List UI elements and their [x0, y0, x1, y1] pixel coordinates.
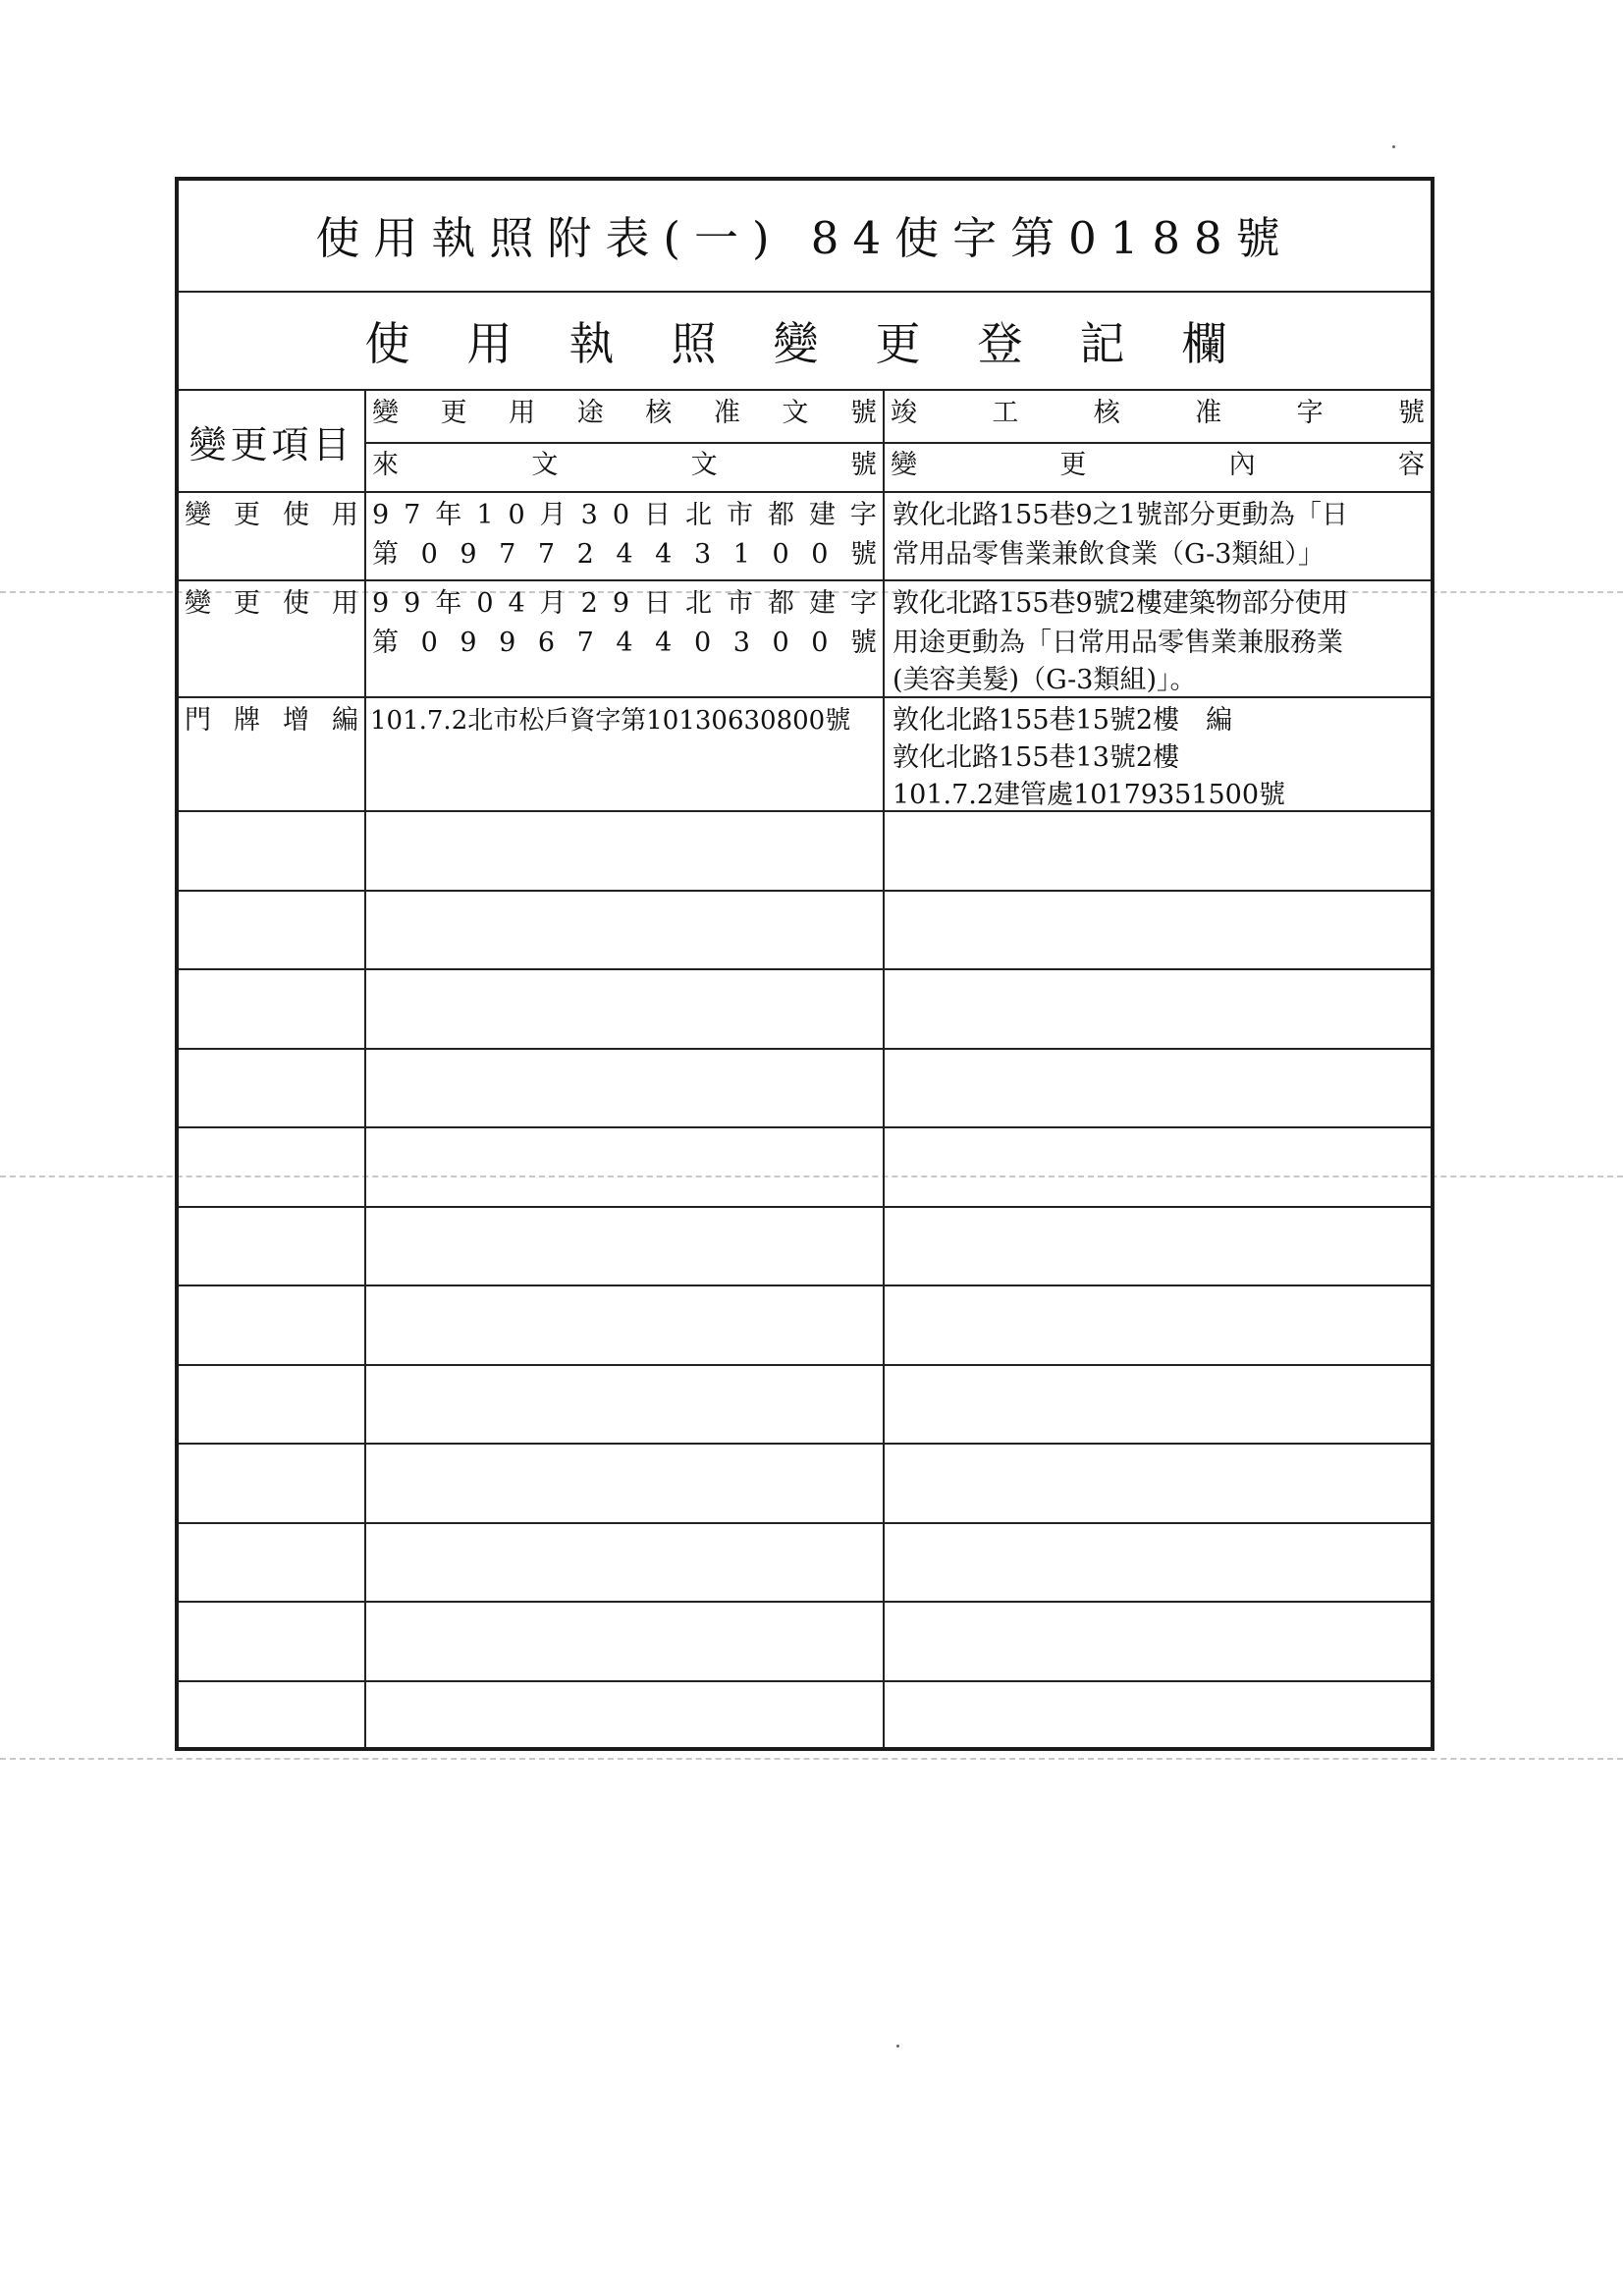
column-header-change-item: 變更項目 [189, 422, 354, 466]
row-1-change-item: 變 更 使 用 [185, 500, 358, 530]
form-title: 使用執照附表(一) 84使字第0188號 [315, 211, 1294, 264]
row-2-doc-number-line-1: 9 9 年 0 4 月 2 9 日 北 市 都 建 字 [372, 588, 877, 619]
row-3-content-line-1: 敦化北路155巷15號2樓 編 [893, 705, 1233, 736]
row-1-doc-number-line-2: 第 0 9 7 7 2 4 4 3 1 0 0 號 [372, 539, 877, 570]
registration-form [175, 177, 1434, 1751]
row-2-doc-number-line-2: 第 0 9 9 6 7 4 4 0 3 0 0 號 [372, 628, 877, 658]
row-3-content-line-3: 101.7.2建管處10179351500號 [893, 780, 1286, 810]
form-subtitle: 使用執照變更登記欄 [364, 316, 1284, 370]
column-header-completion-number: 竣 工 核 准 字 號 [891, 398, 1425, 428]
row-1-doc-number-line-1: 9 7 年 1 0 月 3 0 日 北 市 都 建 字 [372, 500, 877, 530]
row-1-content-line-1: 敦化北路155巷9之1號部分更動為「日 [893, 500, 1348, 530]
row-2-content-line-2: 用途更動為「日常用品零售業兼服務業 [893, 628, 1343, 658]
fold-line-bottom [0, 1758, 1623, 1760]
column-header-source-number: 來 文 文 號 [372, 450, 877, 480]
column-header-approval-number: 變 更 用 途 核 准 文 號 [372, 398, 877, 428]
row-3-content-line-2: 敦化北路155巷13號2樓 [893, 742, 1180, 773]
scan-speck [1392, 145, 1395, 148]
row-3-change-item: 門 牌 增 編 [185, 705, 358, 736]
row-2-content-line-1: 敦化北路155巷9號2樓建築物部分使用 [893, 588, 1348, 619]
scan-speck [896, 2045, 899, 2048]
row-2-change-item: 變 更 使 用 [185, 588, 358, 619]
row-1-content-line-2: 常用品零售業兼飲食業（G-3類組）」 [893, 539, 1325, 570]
row-2-content-line-3: (美容美髮)（G-3類組)」。 [893, 665, 1197, 695]
column-header-change-content: 變 更 內 容 [891, 450, 1425, 480]
row-3-doc-number: 101.7.2北市松戶資字第10130630800號 [370, 706, 851, 736]
